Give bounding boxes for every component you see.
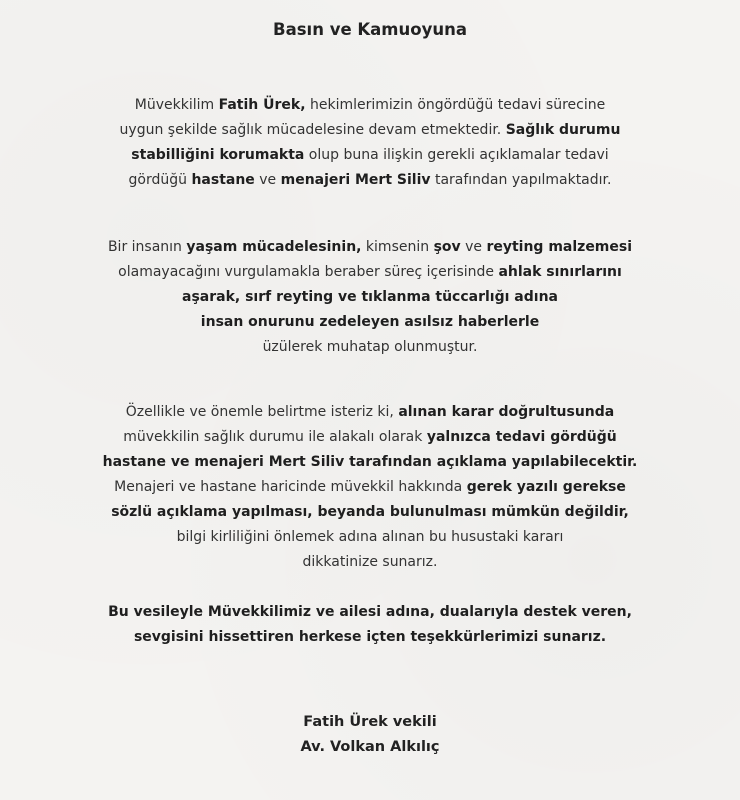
bold-text: stabilliğini korumakta <box>131 147 305 163</box>
bold-text: Bu vesileyle Müvekkilimiz ve ailesi adına, dualarıyla destek veren, <box>108 604 632 620</box>
bold-text: hastane ve menajeri Mert Siliv tarafından açıklama yapılabilecektir. <box>102 454 638 470</box>
text-run: Özellikle ve önemle belirtme isteriz ki, <box>125 404 399 420</box>
paragraph-line <box>60 500 680 525</box>
bold-text: hastane <box>191 172 255 188</box>
paragraph-2 <box>60 235 680 360</box>
paragraph-line <box>60 118 680 143</box>
text-run: ve <box>254 172 281 188</box>
text-run: hekimlerimizin öngördüğü tedavi sürecine <box>305 97 606 113</box>
bold-text: şov <box>433 239 461 255</box>
text-run: olup buna ilişkin gerekli açıklamalar tedavi <box>304 147 609 163</box>
paragraph-1 <box>60 93 680 193</box>
bold-text: sevgisini hissettiren herkese içten teşekkürlerimizi sunarız. <box>133 629 607 645</box>
paragraph-line <box>60 143 680 168</box>
paragraph-line <box>60 168 680 193</box>
paragraph-line <box>60 600 680 625</box>
paragraph-line <box>60 235 680 260</box>
text-run: kimsenin <box>361 239 434 255</box>
bold-text: menajeri Mert Siliv <box>280 172 431 188</box>
bold-text: alınan karar doğrultusunda <box>398 404 615 420</box>
paragraph-line <box>60 260 680 285</box>
signature-line-2: Av. Volkan Alkılıç <box>300 739 440 755</box>
signature-line-1: Fatih Ürek vekili <box>303 714 437 730</box>
text-run: uygun şekilde sağlık mücadelesine devam etmektedir. <box>119 122 506 138</box>
paragraph-line <box>60 550 680 575</box>
paragraph-3 <box>60 400 680 575</box>
bold-text: reyting malzemesi <box>486 239 633 255</box>
bold-text: yaşam mücadelesinin, <box>186 239 362 255</box>
paragraph-line <box>60 450 680 475</box>
text-run: gördüğü <box>128 172 192 188</box>
text-run: Müvekkilim <box>134 97 219 113</box>
bold-text: insan onurunu zedeleyen asılsız haberlerle <box>200 314 540 330</box>
paragraph-4 <box>60 600 680 650</box>
paragraph-line <box>60 400 680 425</box>
text-run: Menajeri ve hastane haricinde müvekkil hakkında <box>114 479 467 495</box>
paragraph-line <box>60 335 680 360</box>
text-run: bilgi kirliliğini önlemek adına alınan bu husustaki kararı <box>176 529 564 545</box>
bold-text: ahlak sınırlarını <box>498 264 622 280</box>
paragraph-line <box>60 425 680 450</box>
bold-text: aşarak, sırf reyting ve tıklanma tüccarlığı adına <box>182 289 558 305</box>
paragraph-line <box>60 93 680 118</box>
bold-text: yalnızca tedavi gördüğü <box>426 429 617 445</box>
text-run: Bir insanın <box>107 239 187 255</box>
text-run: olamayacağını vurgulamakla beraber süreç içerisinde <box>118 264 499 280</box>
paragraph-line <box>60 525 680 550</box>
paragraph-line <box>60 625 680 650</box>
paragraph-line <box>60 475 680 500</box>
bold-text: Sağlık durumu <box>505 122 621 138</box>
text-run: dikkatinize sunarız. <box>302 554 438 570</box>
bold-text: Fatih Ürek, <box>218 97 306 113</box>
text-run: müvekkilin sağlık durumu ile alakalı olarak <box>123 429 427 445</box>
text-run: tarafından yapılmaktadır. <box>430 172 612 188</box>
signature-block <box>0 710 740 760</box>
text-run: üzülerek muhatap olunmuştur. <box>262 339 478 355</box>
paragraph-line <box>60 310 680 335</box>
bold-text: gerek yazılı gerekse <box>466 479 626 495</box>
paragraph-line <box>60 285 680 310</box>
bold-text: sözlü açıklama yapılması, beyanda bulunulması mümkün değildir, <box>111 504 629 520</box>
text-run: ve <box>460 239 487 255</box>
document-title: Basın ve Kamuoyuna <box>273 20 467 39</box>
